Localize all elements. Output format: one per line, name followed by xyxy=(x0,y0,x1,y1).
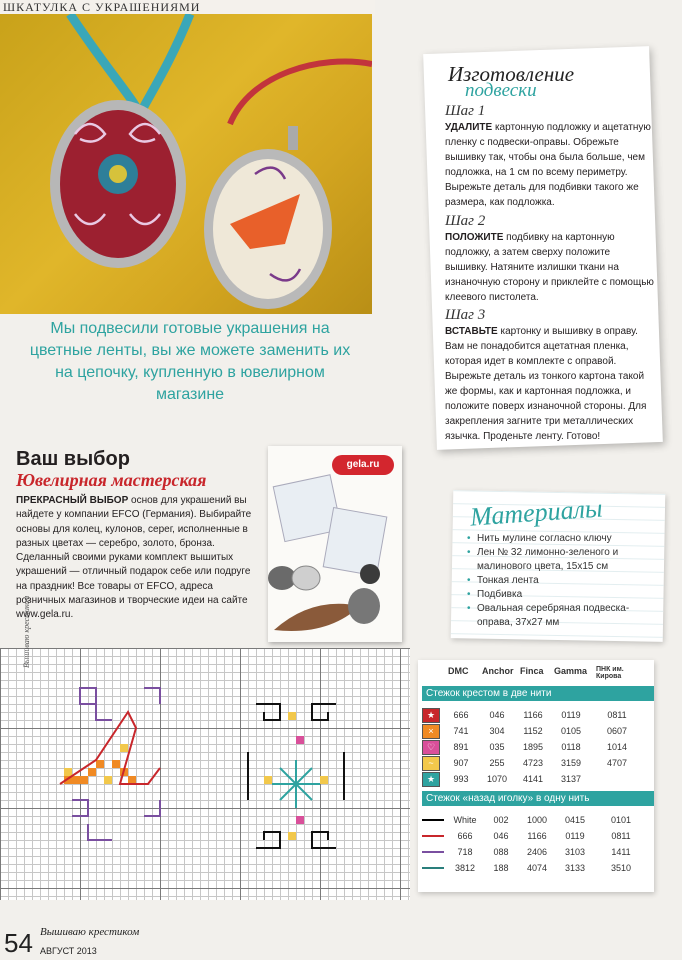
key-cell: 088 xyxy=(493,847,509,857)
pattern-motifs xyxy=(0,648,410,900)
key-cell: 0118 xyxy=(561,742,581,752)
choice-text xyxy=(16,494,264,623)
key-cell: 255 xyxy=(489,758,505,768)
key-cell: 891 xyxy=(453,742,469,752)
backstitch-swatch xyxy=(422,819,444,821)
key-row xyxy=(418,723,654,739)
issue-date: АВГУСТ 2013 xyxy=(40,946,97,956)
key-cell: 3103 xyxy=(564,847,586,857)
key-cell: 035 xyxy=(489,742,505,752)
key-header xyxy=(418,660,654,682)
list-item: • Подбивка xyxy=(465,588,660,602)
step-verb: УДАЛИТЕ xyxy=(445,122,493,133)
step-verb: ВСТАВЬТЕ xyxy=(445,326,498,337)
key-cell: 3133 xyxy=(564,863,586,873)
key-cell: 046 xyxy=(493,831,509,841)
backstitch-band: Стежок «назад иголку» в одну нить xyxy=(422,791,654,806)
choice-lead: ПРЕКРАСНЫЙ ВЫБОР xyxy=(16,495,129,506)
key-cell: 718 xyxy=(457,847,473,857)
key-cell: 1411 xyxy=(611,847,631,857)
list-item: • Нить мулине согласно ключу xyxy=(465,532,660,546)
key-cell: 0119 xyxy=(561,710,581,720)
list-item: • Лен № 32 лимонно-зеленого и малинового цвета, 15x15 см xyxy=(465,546,660,574)
key-cell: 3159 xyxy=(560,758,582,768)
col-finca: Finca xyxy=(520,666,544,676)
key-row xyxy=(418,755,654,771)
step-heading: Шаг 3 xyxy=(445,307,486,323)
key-cell: 002 xyxy=(493,815,509,825)
key-row xyxy=(418,828,654,844)
chart-logo: Вышиваю крестиком xyxy=(22,595,31,668)
key-cell: 0415 xyxy=(564,815,586,825)
cross-rows xyxy=(418,707,654,787)
key-cell: 1014 xyxy=(606,742,628,752)
photo-caption: Мы подвесили готовые украшения на цветные ленты, вы же можете заменить их на цепочку, купленную в ювелирном магазине xyxy=(29,320,351,403)
col-pnk: ПНК им. Кирова xyxy=(596,666,624,680)
col-anchor: Anchor xyxy=(482,666,514,676)
key-cell: 0101 xyxy=(610,815,632,825)
backstitch-swatch xyxy=(422,867,444,869)
cross-stitch-band: Стежок крестом в две нити xyxy=(422,686,654,701)
choice-body: основ для украшений вы найдете у компании EFCO (Германия). Выбирайте основы для колец, кулонов, серег, исполненные в разных цветах — серебро, золото, бронза. Сделанный своими руками комплект вышитых украшений — отличный подарок себе или подруге на праздник! Все товары от EFCO, адреса розничных магазинов и творческие идеи на сайте xyxy=(16,495,252,607)
key-cell: 0607 xyxy=(606,726,628,736)
stitch-symbol: ★ xyxy=(422,772,440,787)
key-row xyxy=(418,739,654,755)
key-cell: 1152 xyxy=(523,726,543,736)
key-cell: 666 xyxy=(453,710,469,720)
key-cell: 188 xyxy=(493,863,509,873)
stitch-symbol: ★ xyxy=(422,708,440,723)
list-item: • Тонкая лента xyxy=(465,574,660,588)
pendants-illustration xyxy=(0,14,372,314)
key-cell: 0119 xyxy=(565,831,585,841)
gela-logo: gela.ru xyxy=(332,455,394,475)
col-gamma: Gamma xyxy=(554,666,588,676)
key-cell: 3812 xyxy=(454,863,476,873)
step-1 xyxy=(445,104,655,210)
key-cell: 0811 xyxy=(611,831,631,841)
key-cell: 0105 xyxy=(560,726,582,736)
key-cell: 3510 xyxy=(610,863,632,873)
key-row xyxy=(418,771,654,787)
key-cell: 2406 xyxy=(526,847,548,857)
key-cell: 4707 xyxy=(606,758,628,768)
list-item: • Овальная серебряная подвеска-оправа, 37x27 мм xyxy=(465,602,660,630)
backstitch-swatch xyxy=(422,851,444,853)
efco-products-photo xyxy=(268,446,402,642)
key-cell: 1895 xyxy=(522,742,544,752)
key-cell xyxy=(592,771,642,787)
key-cell: 046 xyxy=(489,710,505,720)
cross-stitch-chart xyxy=(0,648,410,900)
key-cell: 4141 xyxy=(522,774,544,784)
key-row xyxy=(418,844,654,860)
key-row xyxy=(418,812,654,828)
key-cell: 0811 xyxy=(607,710,627,720)
steps-subtitle: подвески xyxy=(465,80,537,101)
materials-list xyxy=(465,532,660,630)
products-illustration xyxy=(268,446,402,642)
stitch-symbol: ♡ xyxy=(422,740,440,755)
step-3 xyxy=(445,308,655,444)
magazine-name: Вышиваю крестиком xyxy=(40,926,140,938)
key-cell: 666 xyxy=(457,831,473,841)
step-text: картонку и вышивку в оправу. Вам не понадобится ацетатная пленка, которая идет в комплекте с оправой. Вырежьте деталь из тонкого картона такой же формы, как и картонная подложка, и положите поверх изнаночной стороны. Для закрепления загните три металлических язычка. Проденьте ленту. Готово! xyxy=(445,326,647,442)
key-cell: 1000 xyxy=(526,815,548,825)
step-verb: ПОЛОЖИТЕ xyxy=(445,232,504,243)
key-cell: 4723 xyxy=(522,758,544,768)
materials-title: Материалы xyxy=(469,493,604,532)
choice-subtitle: Ювелирная мастерская xyxy=(16,470,207,490)
back-rows xyxy=(418,812,654,876)
gela-link[interactable]: www.gela.ru xyxy=(16,609,71,621)
section-label: ШКАТУЛКА С УКРАШЕНИЯМИ xyxy=(0,0,375,16)
step-text: подбивку на картонную подложку, а затем сверху положите вышивку. Натяните излишки ткани на изнаночную сторону и приклейте с помощью клеевого пистолета. xyxy=(445,232,654,303)
page-number: 54 xyxy=(4,928,33,958)
step-text: картонную подложку и ацетатную пленку с подвески-оправы. Обрежьте вышивку так, чтобы она была больше, чем подложка, на 1 см по всему периметру. Вырежьте деталь для подбивки такого же размера, как подложка. xyxy=(445,122,651,208)
key-cell: White xyxy=(453,815,477,825)
stitch-symbol: × xyxy=(422,724,440,739)
thread-key xyxy=(418,660,654,892)
step-heading: Шаг 2 xyxy=(445,213,486,229)
key-cell: 1166 xyxy=(523,710,543,720)
step-heading: Шаг 1 xyxy=(445,103,486,119)
key-cell: 3137 xyxy=(560,774,582,784)
key-cell: 741 xyxy=(453,726,469,736)
steps-title: Изготовление xyxy=(448,62,575,86)
key-cell: 4074 xyxy=(526,863,548,873)
key-cell: 1070 xyxy=(486,774,508,784)
choice-end: . xyxy=(70,609,74,621)
pendants-photo xyxy=(0,14,372,314)
key-cell: 1166 xyxy=(527,831,547,841)
stitch-symbol: ~ xyxy=(422,756,440,771)
choice-title: Ваш выбор xyxy=(16,448,130,470)
key-cell: 304 xyxy=(489,726,505,736)
key-row xyxy=(418,707,654,723)
key-cell: 907 xyxy=(453,758,469,768)
backstitch-swatch xyxy=(422,835,444,837)
key-row xyxy=(418,860,654,876)
col-dmc: DMC xyxy=(448,666,469,676)
step-2 xyxy=(445,214,655,305)
key-cell: 993 xyxy=(453,774,469,784)
